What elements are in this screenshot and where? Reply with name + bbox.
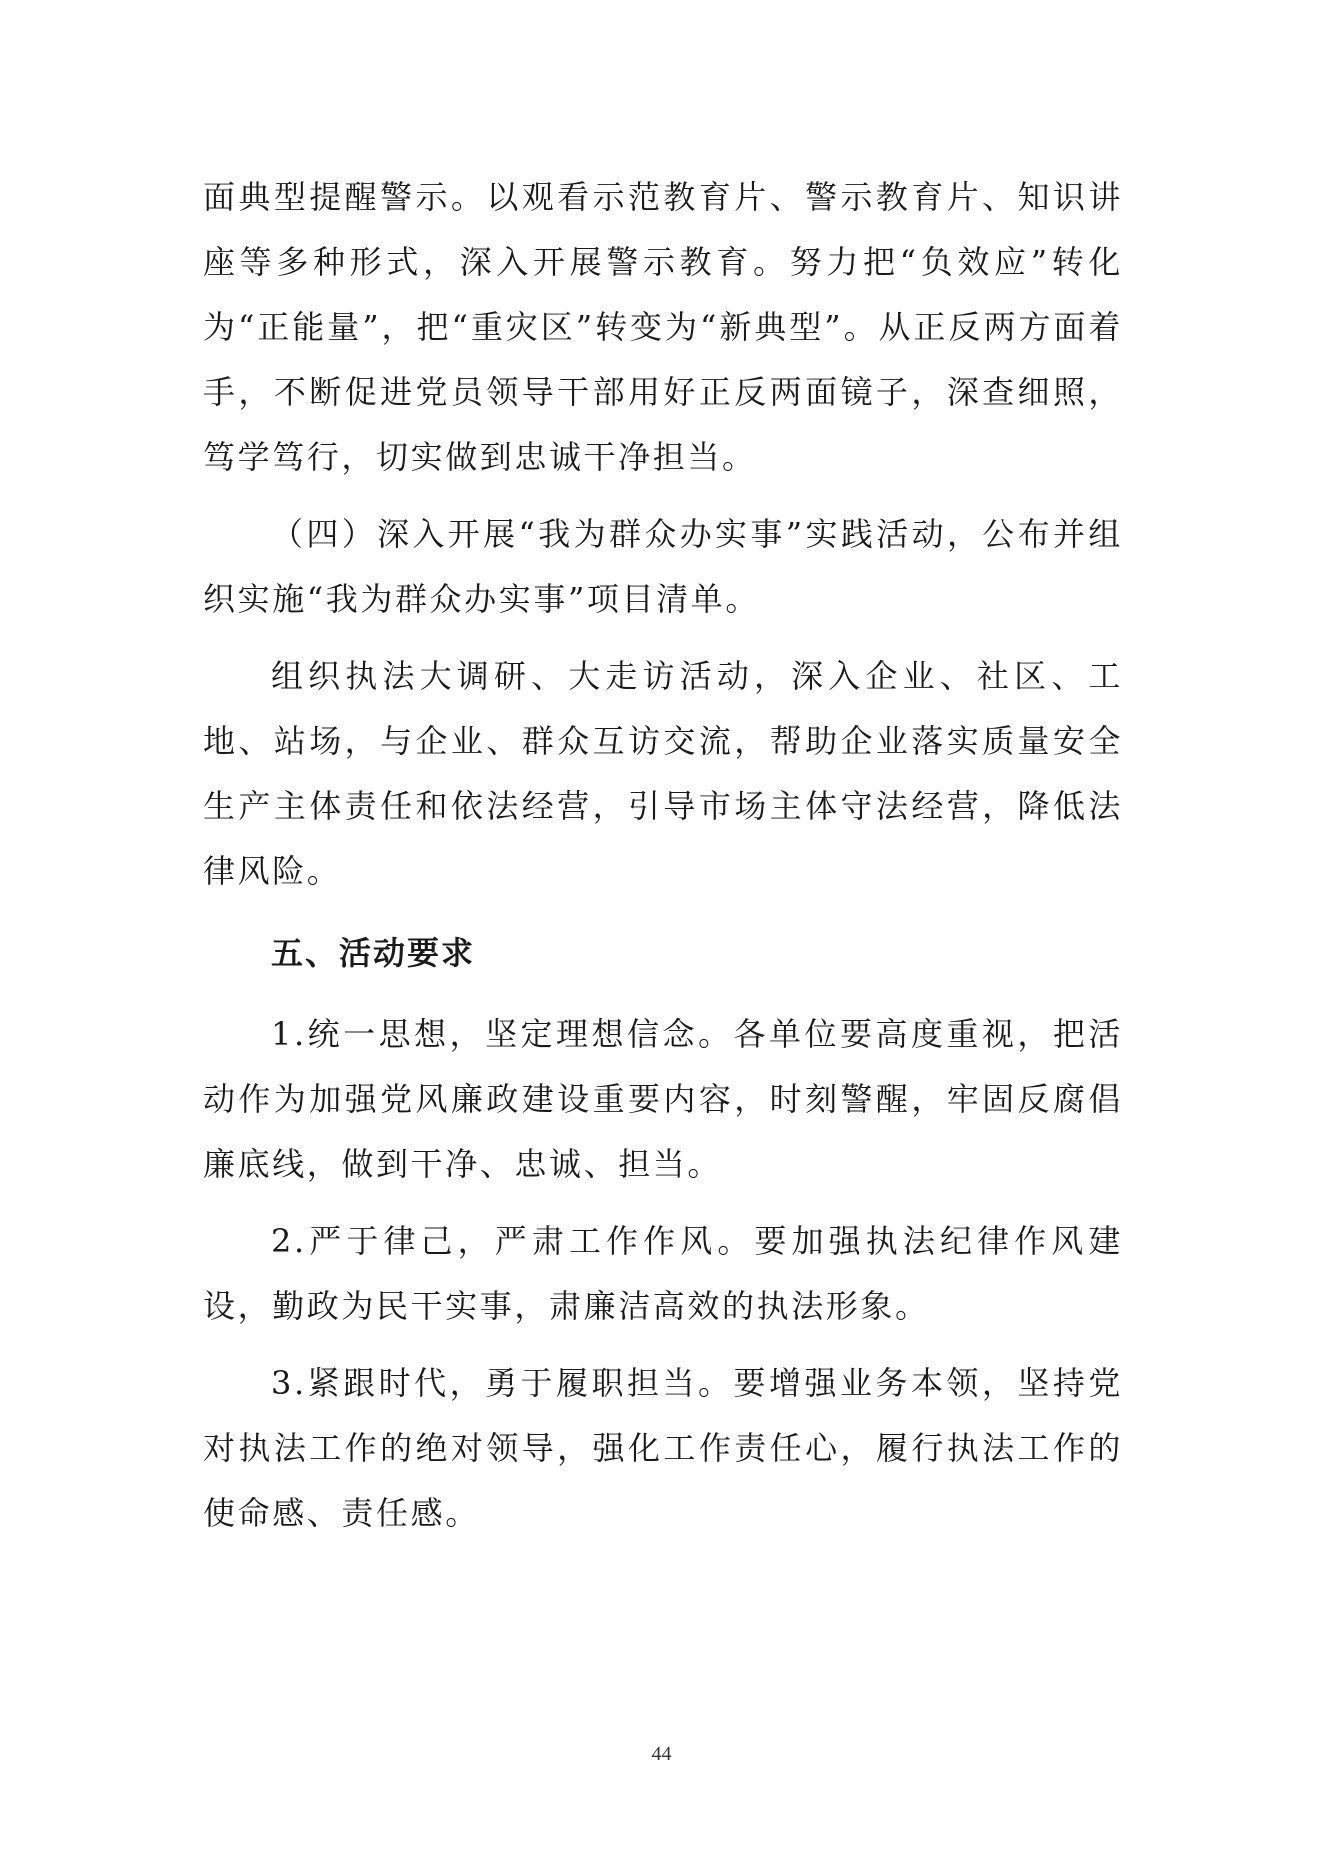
document-body bbox=[203, 165, 1123, 1546]
paragraph-warning-education: 面典型提醒警示。以观看示范教育片、警示教育片、知识讲座等多种形式，深入开展警示教育。努力把“负效应”转化为“正能量”，把“重灾区”转变为“新典型”。从正反两方面着手，不断促进党员领导干部用好正反两面镜子，深查细照，笃学笃行，切实做到忠诚干净担当。 bbox=[203, 178, 1123, 476]
paragraph-research-visits: 组织执法大调研、大走访活动，深入企业、社区、工地、站场，与企业、群众互访交流，帮助企业落实质量安全生产主体责任和依法经营，引导市场主体守法经营，降低法律风险。 bbox=[203, 657, 1123, 890]
requirement-item-3: 3.紧跟时代，勇于履职担当。要增强业务本领，坚持党对执法工作的绝对领导，强化工作责任心，履行执法工作的使命感、责任感。 bbox=[203, 1364, 1123, 1532]
paragraph-practice-activity: （四）深入开展“我为群众办实事”实践活动，公布并组织实施“我为群众办实事”项目清单。 bbox=[203, 515, 1123, 618]
requirement-item-2: 2.严于律己，严肃工作作风。要加强执法纪律作风建设，勤政为民干实事，肃廉洁高效的执法形象。 bbox=[203, 1222, 1123, 1325]
section-heading: 五、活动要求 bbox=[271, 934, 476, 972]
requirement-item-1: 1.统一思想，坚定理想信念。各单位要高度重视，把活动作为加强党风廉政建设重要内容，时刻警醒，牢固反腐倡廉底线，做到干净、忠诚、担当。 bbox=[203, 1015, 1123, 1183]
page-number: 44 bbox=[651, 1743, 672, 1765]
